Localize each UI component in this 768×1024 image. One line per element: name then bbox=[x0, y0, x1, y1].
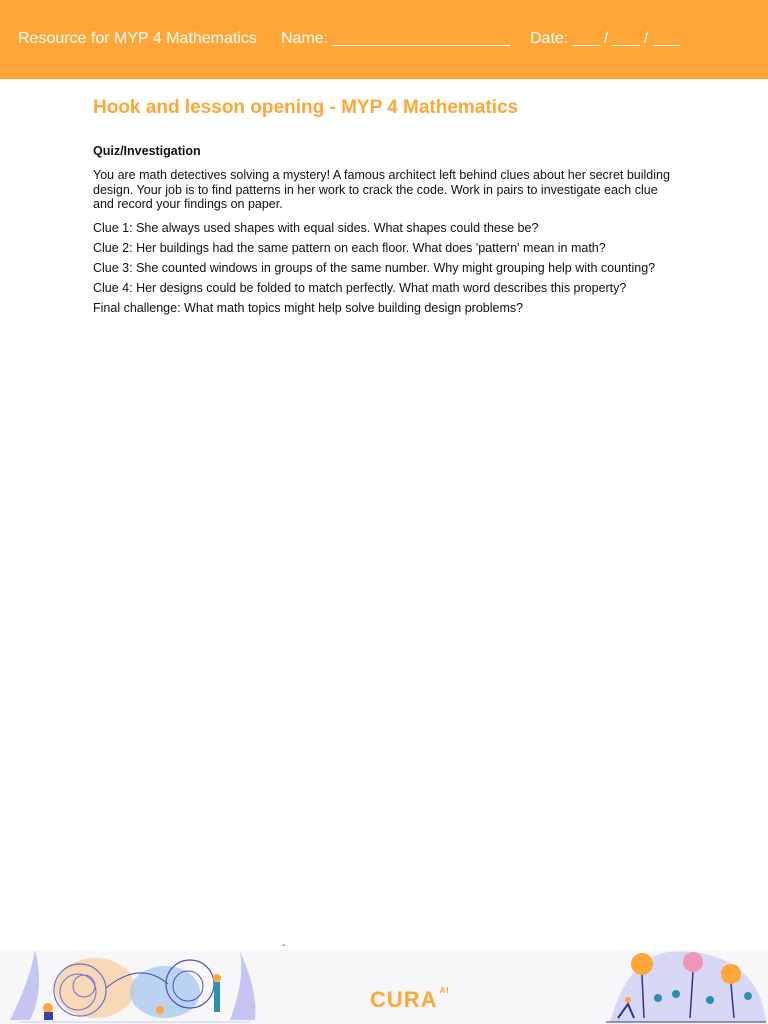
footer bbox=[0, 940, 768, 1024]
name-field-label: Name: ____________________ bbox=[281, 30, 511, 47]
lightbulb-plants-illustration-icon bbox=[598, 948, 768, 1024]
resource-label: Resource for MYP 4 Mathematics bbox=[18, 30, 257, 47]
header-bar bbox=[0, 0, 768, 79]
date-field-label: Date: ___ / ___ / ___ bbox=[530, 30, 680, 47]
clue-item: Clue 2: Her buildings had the same pattern on each floor. What does 'pattern' mean in math? bbox=[93, 240, 606, 255]
clue-item: Clue 1: She always used shapes with equal sides. What shapes could these be? bbox=[93, 220, 539, 235]
intro-paragraph: You are math detectives solving a mystery! A famous architect left behind clues about her secret building design. Your job is to find patterns in her work to crack the code. Work in pairs to investigate each clue and record your findings on paper. bbox=[93, 168, 670, 211]
cura-logo bbox=[370, 976, 450, 1012]
worksheet-content bbox=[93, 96, 693, 315]
clue-list bbox=[93, 221, 693, 296]
clue-item: Clue 4: Her designs could be folded to match perfectly. What math word describes this property? bbox=[93, 280, 627, 295]
logo-superscript: AI bbox=[439, 986, 450, 995]
logo-text: CURA bbox=[370, 987, 438, 1012]
page-title: Hook and lesson opening - MYP 4 Mathematics bbox=[93, 97, 519, 118]
final-challenge: Final challenge: What math topics might help solve building design problems? bbox=[93, 300, 524, 315]
clue-item: Clue 3: She counted windows in groups of the same number. Why might grouping help with counting? bbox=[93, 260, 656, 275]
scribble-illustration-icon bbox=[0, 940, 270, 1024]
footer-dash: - bbox=[282, 940, 286, 951]
section-heading: Quiz/Investigation bbox=[93, 144, 201, 158]
